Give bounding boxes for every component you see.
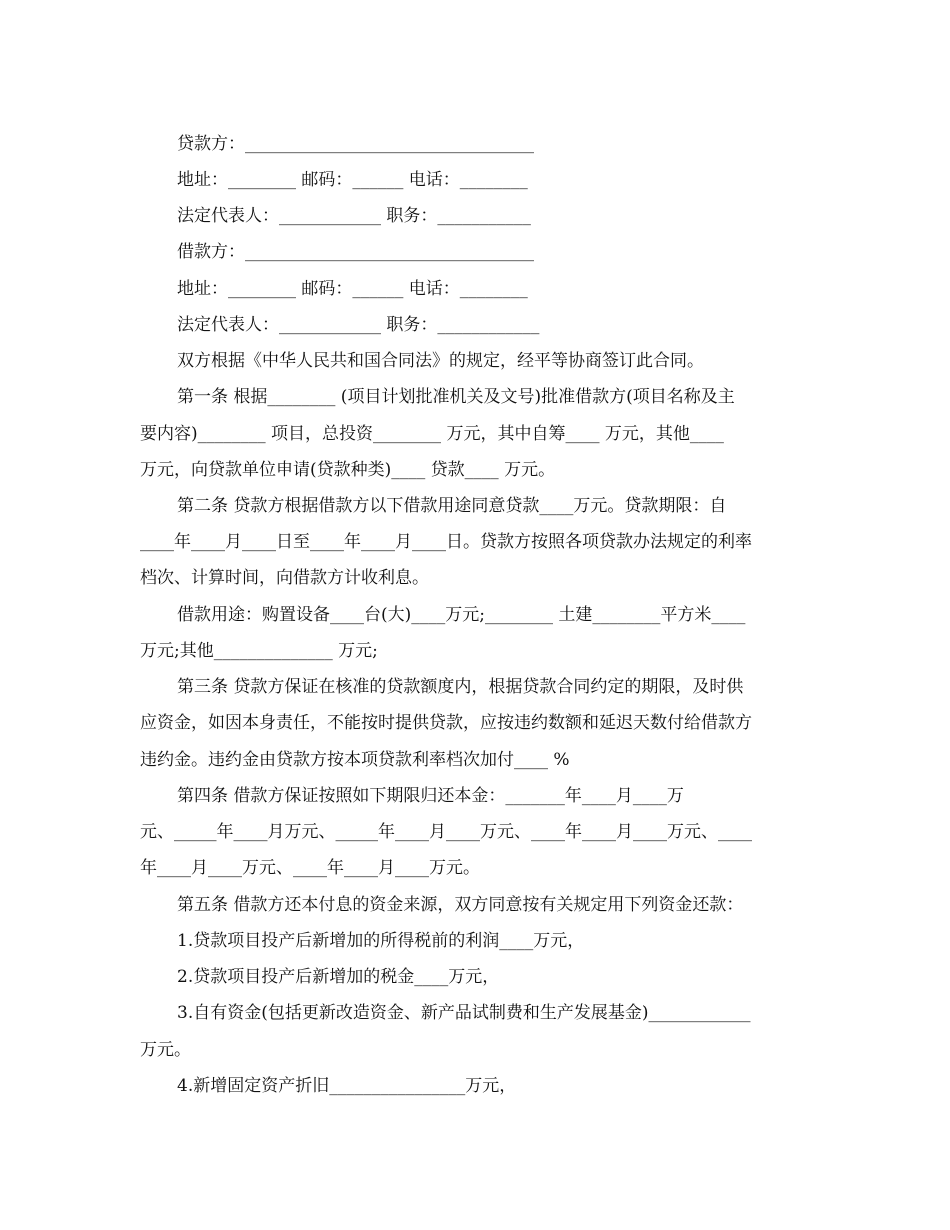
- article-2-line-1: 第二条 贷款方根据借款方以下借款用途同意贷款____万元。贷款期限：自: [177, 496, 727, 516]
- article-1-line-2: 要内容)________ 项目，总投资________ 万元，其中自筹____ 万元，其他____: [140, 424, 724, 444]
- repayment-source-4: 4.新增固定资产折旧________________万元，: [177, 1076, 517, 1096]
- repayment-source-2: 2.贷款项目投产后新增加的税金____万元，: [177, 967, 500, 987]
- repayment-source-3-line-2: 万元。: [140, 1040, 191, 1060]
- lender-representative-line: 法定代表人：____________ 职务：___________: [177, 206, 531, 226]
- article-4-line-3: 年____月____万元、____年____月____万元。: [140, 858, 480, 878]
- article-1-line-3: 万元，向贷款单位申请(贷款种类)____ 贷款____ 万元。: [140, 460, 556, 480]
- borrower-representative-line: 法定代表人：____________ 职务：____________: [177, 315, 540, 335]
- article-5-heading: 第五条 借款方还本付息的资金来源，双方同意按有关规定用下列资金还款：: [177, 895, 744, 915]
- article-4-line-1: 第四条 借款方保证按照如下期限归还本金：_______年____月____万: [177, 786, 684, 806]
- lender-address-line: 地址：________ 邮码：______ 电话：________: [177, 170, 528, 190]
- article-4-line-2: 元、_____年____月万元、_____年____月____万元、____年____月____万元、____: [140, 822, 752, 842]
- preamble-paragraph: 双方根据《中华人民共和国合同法》的规定，经平等协商签订此合同。: [177, 351, 704, 371]
- article-3-line-1: 第三条 贷款方保证在核准的贷款额度内，根据贷款合同约定的期限，及时供: [177, 677, 744, 697]
- repayment-source-3-line-1: 3.自有资金(包括更新改造资金、新产品试制费和生产发展基金)____________: [177, 1003, 751, 1023]
- borrower-name-line: 借款方：__________________________________: [177, 242, 534, 262]
- article-3-line-3: 违约金。违约金由贷款方按本项贷款利率档次加付____ %: [140, 750, 570, 770]
- article-3-line-2: 应资金，如因本身责任，不能按时提供贷款，应按违约数额和延迟天数付给借款方: [140, 713, 752, 733]
- repayment-source-1: 1.贷款项目投产后新增加的所得税前的利润____万元，: [177, 931, 585, 951]
- article-1-line-1: 第一条 根据________ (项目计划批准机关及文号)批准借款方(项目名称及主: [177, 387, 735, 407]
- loan-purpose-line-2: 万元;其他______________ 万元;: [140, 641, 378, 661]
- lender-name-line: 贷款方：__________________________________: [177, 134, 534, 154]
- article-2-line-2: ____年____月____日至____年____月____日。贷款方按照各项贷款办法规定的利率: [140, 532, 752, 552]
- article-2-line-3: 档次、计算时间，向借款方计收利息。: [140, 568, 429, 588]
- loan-purpose-line-1: 借款用途：购置设备____台(大)____万元;________ 土建________平方米____: [177, 605, 746, 625]
- borrower-address-line: 地址：________ 邮码：______ 电话：________: [177, 279, 528, 299]
